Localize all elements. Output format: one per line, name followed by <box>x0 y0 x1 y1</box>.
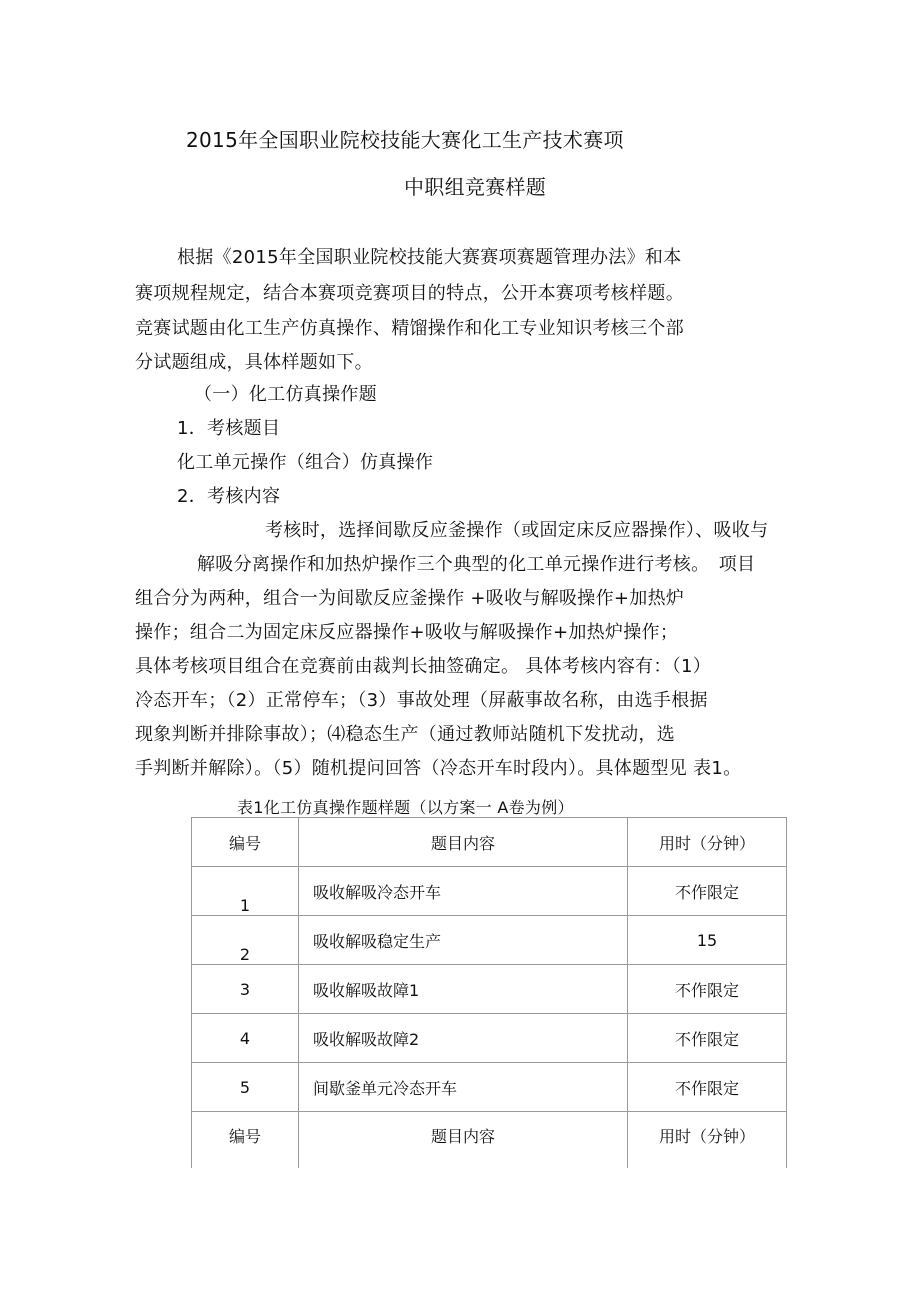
document-title: 2015年全国职业院校技能大赛化工生产技术赛项 <box>186 128 624 152</box>
cell-content: 吸收解吸冷态开车 <box>299 867 628 916</box>
section-heading: （一）化工仿真操作题 <box>194 384 377 405</box>
item2-line-7: 现象判断并排除事故）；⑷稳态生产（通过教师站随机下发扰动，选 <box>135 724 675 745</box>
cell-content: 吸收解吸故障1 <box>299 965 628 1014</box>
item1-body: 化工单元操作（组合）仿真操作 <box>177 452 434 473</box>
header-number: 编号 <box>192 818 299 867</box>
item2-line-8: 手判断并解除）。（5）随机提问回答（冷态开车时段内）。具体题型见 表1。 <box>135 758 742 779</box>
table-row <box>192 965 787 1014</box>
cell-number: 3 <box>192 965 299 1014</box>
item2-heading: 2．考核内容 <box>177 486 281 507</box>
cell-time: 不作限定 <box>628 1063 787 1112</box>
cell-time: 15 <box>628 916 787 965</box>
repeat-header-time: 用时（分钟） <box>628 1112 787 1169</box>
cell-time: 不作限定 <box>628 1014 787 1063</box>
table-header-row <box>192 818 787 867</box>
intro-line-3: 竞赛试题由化工生产仿真操作、精馏操作和化工专业知识考核三个部 <box>135 318 684 339</box>
item2-line-2: 解吸分离操作和加热炉操作三个典型的化工单元操作进行考核。 项目 <box>197 554 756 575</box>
item2-line-3: 组合分为两种，组合一为间歇反应釜操作 +吸收与解吸操作+加热炉 <box>135 588 685 609</box>
table-row <box>192 916 787 965</box>
item2-line-5: 具体考核项目组合在竞赛前由裁判长抽签确定。 具体考核内容有：（1） <box>135 656 712 677</box>
cell-time: 不作限定 <box>628 867 787 916</box>
repeat-header-number: 编号 <box>192 1112 299 1169</box>
item1-heading: 1．考核题目 <box>177 418 281 439</box>
exam-table <box>191 817 787 1168</box>
cell-time: 不作限定 <box>628 965 787 1014</box>
cell-content: 吸收解吸稳定生产 <box>299 916 628 965</box>
cell-content: 间歇釜单元冷态开车 <box>299 1063 628 1112</box>
table-caption: 表1化工仿真操作题样题（以方案一 A卷为例） <box>237 798 574 817</box>
intro-line-1: 根据《2015年全国职业院校技能大赛赛项赛题管理办法》和本 <box>177 247 682 268</box>
item2-line-4: 操作；组合二为固定床反应器操作+吸收与解吸操作+加热炉操作； <box>135 622 679 643</box>
document-subtitle: 中职组竞赛样题 <box>404 175 547 199</box>
cell-content: 吸收解吸故障2 <box>299 1014 628 1063</box>
cell-number: 1 <box>192 867 299 916</box>
intro-line-4: 分试题组成，具体样题如下。 <box>135 352 373 373</box>
table-row <box>192 867 787 916</box>
cell-number: 4 <box>192 1014 299 1063</box>
table-repeat-header-row <box>192 1112 787 1169</box>
header-time: 用时（分钟） <box>628 818 787 867</box>
cell-number: 2 <box>192 916 299 965</box>
item2-line-1: 考核时，选择间歇反应釜操作（或固定床反应器操作）、吸收与 <box>265 520 769 541</box>
intro-line-2: 赛项规程规定，结合本赛项竞赛项目的特点，公开本赛项考核样题。 <box>135 283 684 304</box>
cell-number: 5 <box>192 1063 299 1112</box>
table-row <box>192 1063 787 1112</box>
table-row <box>192 1014 787 1063</box>
repeat-header-content: 题目内容 <box>299 1112 628 1169</box>
header-content: 题目内容 <box>299 818 628 867</box>
item2-line-6: 冷态开车；（2）正常停车；（3）事故处理（屏蔽事故名称，由选手根据 <box>135 690 708 711</box>
